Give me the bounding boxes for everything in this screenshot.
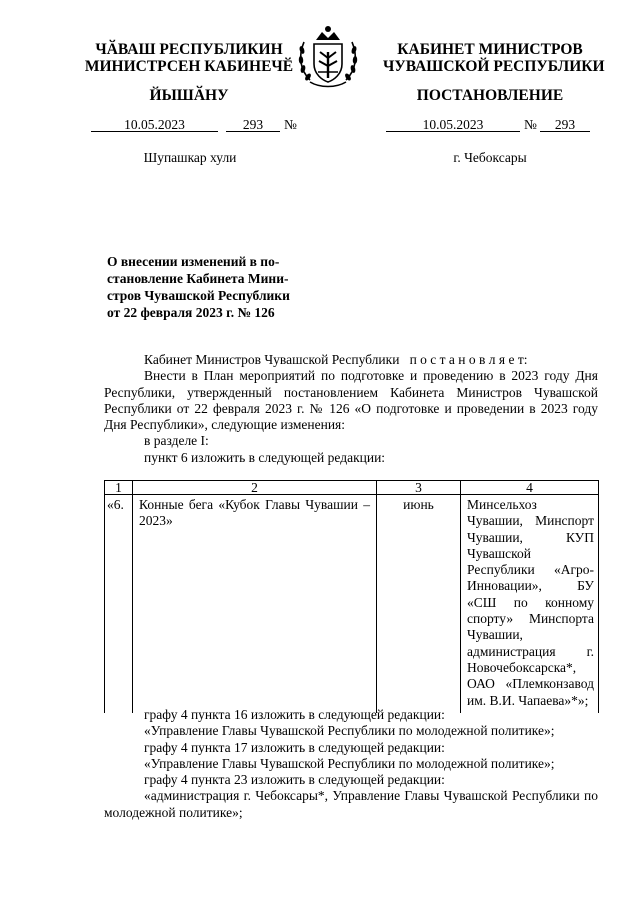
document-body	[104, 352, 598, 466]
paragraph-1: Внести в План мероприятий по подготовке и проведению в 2023 году Дня Республики, утвержденный постановлением Кабинета Министров Чувашской Республики от 22 февраля 2023 г. № 126 «О подготовке и проведении в 2023 году Дня Республики», следующие изменения:	[104, 368, 598, 433]
table-header-cell: 4	[461, 481, 599, 495]
header-left-title	[82, 41, 296, 75]
header-left-line1: ЧӐВАШ РЕСПУБЛИКИН	[95, 41, 283, 58]
paragraph-9: «администрация г. Чебоксары*, Управление Главы Чувашской Республики по молодежной политике»;	[104, 788, 598, 820]
row-number: «6.	[105, 495, 133, 713]
right-number: 293	[554, 117, 576, 132]
right-date: 10.05.2023	[422, 117, 484, 132]
left-date: 10.05.2023	[124, 117, 185, 132]
row-month: июнь	[377, 495, 461, 713]
right-number-sign: №	[524, 117, 537, 132]
left-number-sign: №	[284, 117, 297, 132]
events-table	[104, 480, 599, 713]
header-right-doc-type: ПОСТАНОВЛЕНИЕ	[416, 87, 564, 104]
header-left-line2: МИНИСТРСЕН КАБИНЕЧӖ	[84, 58, 294, 75]
coat-of-arms-emblem	[296, 22, 360, 90]
subject-line3: стров Чувашской Республики	[107, 288, 290, 303]
paragraph-3: пункт 6 изложить в следующей редакции:	[144, 449, 386, 465]
right-number-line	[540, 116, 590, 132]
paragraph-6: графу 4 пункта 17 изложить в следующей редакции:	[144, 739, 445, 755]
paragraph-5: «Управление Главы Чувашской Республики по молодежной политике»;	[144, 723, 555, 739]
header-right-line2: ЧУВАШСКОЙ РЕСПУБЛИКИ	[383, 58, 605, 75]
left-city: Шупашкар хули	[143, 150, 237, 165]
left-number-line	[226, 116, 280, 132]
right-city: г. Чебоксары	[453, 150, 527, 165]
paragraph-7: «Управление Главы Чувашской Республики по молодежной политике»;	[144, 755, 555, 771]
table-header-cell: 3	[377, 481, 461, 495]
table-header-cell: 2	[133, 481, 377, 495]
subject-line4: от 22 февраля 2023 г. № 126	[107, 305, 275, 320]
paragraph-2: в разделе I:	[144, 433, 209, 449]
header-left-doc-type: ЙЫШӐНУ	[149, 87, 229, 104]
subject-line1: О внесении изменений в по-	[107, 254, 280, 269]
left-number: 293	[242, 117, 264, 132]
paragraph-8: графу 4 пункта 23 изложить в следующей редакции:	[144, 772, 445, 788]
paragraph-4: графу 4 пункта 16 изложить в следующей редакции:	[144, 707, 445, 722]
row-executors: Минсельхоз Чувашии, Минспорт Чувашии, КУП Чувашской Республики «Агро-Инновации», БУ «СШ по конному спорту» Минспорта Чувашии, администрация г. Новочебоксарска*, ОАО «Племконзавод им. В.И. Чапаева»*»;	[461, 495, 599, 713]
document-subject	[107, 253, 307, 321]
right-date-line	[386, 116, 520, 132]
table-header-cell: 1	[105, 481, 133, 495]
intro-text: Кабинет Министров Чувашской Республики	[144, 352, 400, 367]
subject-line2: становление Кабинета Мини-	[107, 271, 289, 286]
table-row	[105, 495, 599, 713]
document-body-continued	[104, 707, 598, 821]
intro-resolves: п о с т а н о в л я е т:	[409, 352, 528, 367]
table-header-row	[105, 481, 599, 495]
header-right-line1: КАБИНЕТ МИНИСТРОВ	[397, 41, 583, 58]
row-event: Конные бега «Кубок Главы Чувашии – 2023»	[133, 495, 377, 713]
intro-line	[104, 352, 598, 368]
left-date-line	[91, 116, 218, 132]
header-right-title	[383, 41, 605, 75]
